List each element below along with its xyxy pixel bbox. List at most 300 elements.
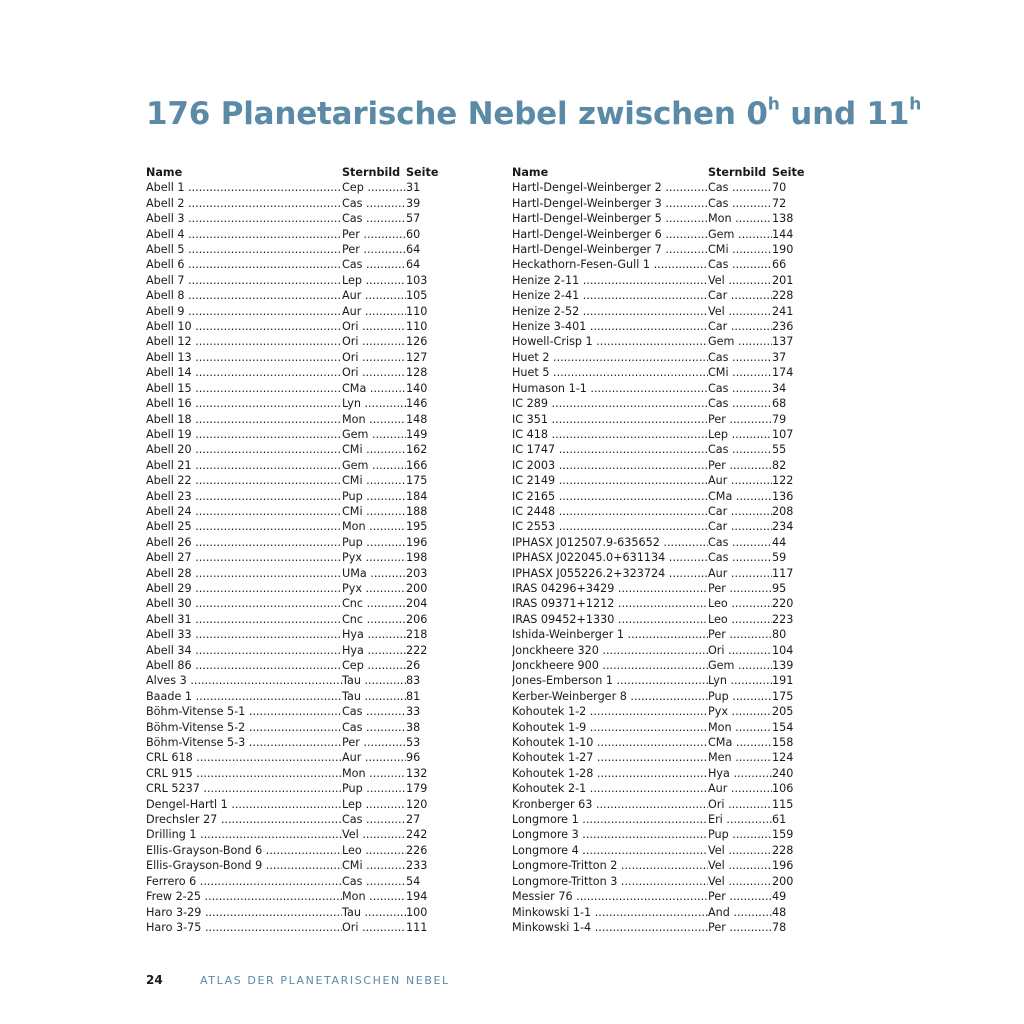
- entry-name: Longmore-Tritton 2 .....: [512, 858, 708, 873]
- entry-constellation: Tau .....: [342, 689, 406, 704]
- entry-constellation: Eri .....: [708, 812, 772, 827]
- entry-constellation: Mon .....: [342, 519, 406, 534]
- entry-constellation: Per .....: [342, 227, 406, 242]
- entry-page: 218: [406, 628, 428, 642]
- entry-page: 144: [772, 227, 794, 241]
- entry-constellation: Car .....: [708, 504, 772, 519]
- entry-constellation: Aur .....: [342, 288, 406, 303]
- entry-page: 196: [406, 535, 428, 549]
- list-item: [512, 427, 802, 442]
- entry-name: CRL 5237 .....: [146, 781, 342, 796]
- list-item: [512, 257, 802, 272]
- entry-constellation: Per .....: [708, 458, 772, 473]
- list-item: [512, 627, 802, 642]
- list-item: [146, 288, 436, 303]
- entry-name: Abell 26 .....: [146, 535, 342, 550]
- entry-page: 78: [772, 920, 787, 934]
- list-item: [146, 257, 436, 272]
- entry-constellation: CMa .....: [342, 381, 406, 396]
- index-column-right: [512, 165, 805, 935]
- list-item: [512, 504, 802, 519]
- entry-name: Ellis-Grayson-Bond 9 .....: [146, 858, 342, 873]
- entry-page: 175: [406, 474, 428, 488]
- entry-name: Abell 4 .....: [146, 227, 342, 242]
- entry-constellation: Car .....: [708, 288, 772, 303]
- entry-name: Abell 12 .....: [146, 334, 342, 349]
- entry-constellation: Gem .....: [708, 334, 772, 349]
- entry-name: Alves 3 .....: [146, 673, 342, 688]
- entry-constellation: Aur .....: [708, 473, 772, 488]
- entry-constellation: Cas .....: [708, 535, 772, 550]
- list-item: [512, 273, 802, 288]
- entry-constellation: UMa .....: [342, 566, 406, 581]
- list-item: [512, 874, 802, 889]
- entry-name: IPHASX J055226.2+323724 .....: [512, 566, 708, 581]
- list-item: [146, 689, 436, 704]
- entry-page: 208: [772, 504, 794, 518]
- list-item: [512, 858, 802, 873]
- entry-constellation: Per .....: [708, 627, 772, 642]
- entry-page: 236: [772, 320, 794, 334]
- entry-page: 66: [772, 258, 787, 272]
- entry-constellation: Vel .....: [342, 827, 406, 842]
- list-item: [146, 704, 436, 719]
- entry-page: 166: [406, 458, 428, 472]
- entry-name: Frew 2-25 .....: [146, 889, 342, 904]
- entry-page: 200: [772, 874, 794, 888]
- entry-page: 31: [406, 181, 421, 195]
- list-item: [512, 643, 802, 658]
- entry-constellation: Vel .....: [708, 858, 772, 873]
- entry-name: Haro 3-75 .....: [146, 920, 342, 935]
- entry-name: Abell 19 .....: [146, 427, 342, 442]
- list-item: [512, 797, 802, 812]
- entry-name: IC 2553 .....: [512, 519, 708, 534]
- list-item: [146, 381, 436, 396]
- entry-constellation: Cas .....: [708, 257, 772, 272]
- entry-constellation: Hya .....: [342, 627, 406, 642]
- entry-page: 100: [406, 905, 428, 919]
- entry-page: 138: [772, 212, 794, 226]
- list-item: [512, 550, 802, 565]
- entry-constellation: Mon .....: [342, 766, 406, 781]
- entry-constellation: Men .....: [708, 750, 772, 765]
- entry-constellation: Pup .....: [708, 827, 772, 842]
- list-item: [512, 396, 802, 411]
- entry-page: 115: [772, 797, 794, 811]
- entry-constellation: Aur .....: [708, 566, 772, 581]
- entry-name: Ishida-Weinberger 1 .....: [512, 627, 708, 642]
- list-item: [512, 843, 802, 858]
- entry-constellation: Pyx .....: [342, 581, 406, 596]
- entry-constellation: CMa .....: [708, 489, 772, 504]
- entry-constellation: Gem .....: [342, 427, 406, 442]
- entry-name: Hartl-Dengel-Weinberger 5 .....: [512, 211, 708, 226]
- list-item: [146, 612, 436, 627]
- entry-page: 196: [772, 859, 794, 873]
- list-item: [512, 827, 802, 842]
- list-item: [512, 319, 802, 334]
- entry-name: Abell 21 .....: [146, 458, 342, 473]
- entry-constellation: Pyx .....: [342, 550, 406, 565]
- column-header: [512, 165, 805, 180]
- entry-name: IC 418 .....: [512, 427, 708, 442]
- entry-constellation: Cas .....: [708, 396, 772, 411]
- list-item: [146, 473, 436, 488]
- index-list-right: [512, 180, 802, 935]
- entry-constellation: Leo .....: [708, 612, 772, 627]
- entry-constellation: Cnc .....: [342, 612, 406, 627]
- list-item: [512, 612, 802, 627]
- entry-page: 34: [772, 381, 787, 395]
- list-item: [512, 211, 802, 226]
- entry-constellation: Cas .....: [708, 180, 772, 195]
- list-item: [146, 643, 436, 658]
- header-constellation: Sternbild: [342, 166, 401, 179]
- list-item: [512, 704, 802, 719]
- list-item: [146, 196, 436, 211]
- entry-constellation: Cas .....: [708, 196, 772, 211]
- header-page: Seite: [772, 166, 805, 179]
- list-item: [146, 858, 436, 873]
- entry-page: 174: [772, 366, 794, 380]
- entry-name: Drilling 1 .....: [146, 827, 342, 842]
- entry-name: Ellis-Grayson-Bond 6 .....: [146, 843, 342, 858]
- entry-page: 201: [772, 273, 794, 287]
- list-item: [512, 304, 802, 319]
- entry-page: 128: [406, 366, 428, 380]
- entry-constellation: Mon .....: [708, 211, 772, 226]
- entry-page: 96: [406, 751, 421, 765]
- entry-name: Kohoutek 1-10 .....: [512, 735, 708, 750]
- list-item: [146, 334, 436, 349]
- entry-page: 205: [772, 705, 794, 719]
- entry-constellation: Leo .....: [342, 843, 406, 858]
- list-item: [146, 781, 436, 796]
- entry-page: 200: [406, 581, 428, 595]
- header-name: Name: [146, 166, 183, 179]
- entry-constellation: Gem .....: [342, 458, 406, 473]
- list-item: [512, 566, 802, 581]
- entry-constellation: Hya .....: [342, 643, 406, 658]
- entry-name: Haro 3-29 .....: [146, 905, 342, 920]
- list-item: [512, 889, 802, 904]
- entry-constellation: Ori .....: [342, 334, 406, 349]
- entry-page: 226: [406, 843, 428, 857]
- entry-constellation: Per .....: [708, 889, 772, 904]
- entry-page: 83: [406, 674, 421, 688]
- entry-constellation: Cas .....: [708, 550, 772, 565]
- entry-page: 120: [406, 797, 428, 811]
- entry-name: Henize 2-41 .....: [512, 288, 708, 303]
- entry-name: Abell 1 .....: [146, 180, 342, 195]
- entry-page: 60: [406, 227, 421, 241]
- entry-name: Longmore 3 .....: [512, 827, 708, 842]
- entry-name: IC 2149 .....: [512, 473, 708, 488]
- entry-constellation: Cas .....: [708, 381, 772, 396]
- entry-name: Abell 29 .....: [146, 581, 342, 596]
- entry-name: Abell 2 .....: [146, 196, 342, 211]
- entry-page: 48: [772, 905, 787, 919]
- entry-constellation: Mon .....: [342, 889, 406, 904]
- entry-constellation: CMi .....: [708, 365, 772, 380]
- entry-name: Minkowski 1-4 .....: [512, 920, 708, 935]
- entry-page: 104: [772, 643, 794, 657]
- page-footer: [146, 973, 450, 987]
- list-item: [512, 581, 802, 596]
- entry-name: Abell 13 .....: [146, 350, 342, 365]
- entry-name: Longmore-Tritton 3 .....: [512, 874, 708, 889]
- entry-page: 103: [406, 273, 428, 287]
- entry-page: 179: [406, 782, 428, 796]
- entry-name: Abell 30 .....: [146, 596, 342, 611]
- list-item: [512, 227, 802, 242]
- list-item: [512, 905, 802, 920]
- list-item: [512, 658, 802, 673]
- entry-name: Abell 9 .....: [146, 304, 342, 319]
- entry-constellation: Pup .....: [342, 489, 406, 504]
- entry-page: 72: [772, 196, 787, 210]
- entry-constellation: Vel .....: [708, 874, 772, 889]
- title-superscript-2: h: [909, 94, 922, 115]
- entry-name: Jonckheere 320 .....: [512, 643, 708, 658]
- entry-page: 132: [406, 766, 428, 780]
- entry-name: Baade 1 .....: [146, 689, 342, 704]
- list-item: [146, 797, 436, 812]
- entry-name: IC 1747 .....: [512, 442, 708, 457]
- entry-constellation: Ori .....: [342, 319, 406, 334]
- list-item: [512, 781, 802, 796]
- entry-page: 81: [406, 689, 421, 703]
- entry-page: 110: [406, 320, 428, 334]
- entry-constellation: Pup .....: [342, 535, 406, 550]
- entry-name: Abell 3 .....: [146, 211, 342, 226]
- entry-page: 111: [406, 920, 428, 934]
- list-item: [146, 905, 436, 920]
- entry-name: Hartl-Dengel-Weinberger 6 .....: [512, 227, 708, 242]
- entry-page: 49: [772, 890, 787, 904]
- entry-page: 70: [772, 181, 787, 195]
- entry-name: Howell-Crisp 1 .....: [512, 334, 708, 349]
- list-item: [512, 365, 802, 380]
- header-name: Name: [512, 166, 549, 179]
- entry-page: 68: [772, 397, 787, 411]
- entry-constellation: Gem .....: [708, 227, 772, 242]
- entry-constellation: Per .....: [708, 581, 772, 596]
- entry-constellation: Aur .....: [342, 304, 406, 319]
- entry-page: 154: [772, 720, 794, 734]
- running-title: ATLAS DER PLANETARISCHEN NEBEL: [200, 974, 450, 987]
- entry-constellation: Ori .....: [342, 350, 406, 365]
- entry-name: IC 351 .....: [512, 412, 708, 427]
- entry-name: Hartl-Dengel-Weinberger 7 .....: [512, 242, 708, 257]
- entry-page: 242: [406, 828, 428, 842]
- entry-page: 107: [772, 427, 794, 441]
- entry-name: IC 2003 .....: [512, 458, 708, 473]
- list-item: [512, 735, 802, 750]
- index-list-left: [146, 180, 436, 935]
- list-item: [512, 689, 802, 704]
- entry-constellation: Per .....: [708, 412, 772, 427]
- list-item: [146, 566, 436, 581]
- entry-name: Böhm-Vitense 5-1 .....: [146, 704, 342, 719]
- entry-name: Abell 22 .....: [146, 473, 342, 488]
- entry-constellation: Hya .....: [708, 766, 772, 781]
- entry-page: 188: [406, 504, 428, 518]
- entry-constellation: Lep .....: [342, 797, 406, 812]
- page-number: 24: [146, 973, 163, 987]
- list-item: [146, 242, 436, 257]
- list-item: [512, 489, 802, 504]
- list-item: [146, 843, 436, 858]
- entry-page: 204: [406, 597, 428, 611]
- list-item: [146, 750, 436, 765]
- list-item: [146, 519, 436, 534]
- list-item: [146, 766, 436, 781]
- entry-constellation: Vel .....: [708, 304, 772, 319]
- entry-name: Henize 3-401 .....: [512, 319, 708, 334]
- entry-name: IPHASX J022045.0+631134 .....: [512, 550, 708, 565]
- entry-constellation: Per .....: [342, 242, 406, 257]
- index-column-left: [146, 165, 439, 935]
- entry-name: Kohoutek 1-2 .....: [512, 704, 708, 719]
- entry-name: Kronberger 63 .....: [512, 797, 708, 812]
- entry-page: 55: [772, 443, 787, 457]
- entry-constellation: Aur .....: [342, 750, 406, 765]
- list-item: [146, 412, 436, 427]
- entry-constellation: CMa .....: [708, 735, 772, 750]
- entry-name: Longmore 1 .....: [512, 812, 708, 827]
- entry-name: Longmore 4 .....: [512, 843, 708, 858]
- entry-page: 106: [772, 782, 794, 796]
- entry-page: 146: [406, 397, 428, 411]
- entry-name: Abell 16 .....: [146, 396, 342, 411]
- list-item: [146, 504, 436, 519]
- entry-name: Messier 76 .....: [512, 889, 708, 904]
- entry-page: 195: [406, 520, 428, 534]
- list-item: [512, 596, 802, 611]
- entry-page: 110: [406, 304, 428, 318]
- entry-name: Abell 15 .....: [146, 381, 342, 396]
- list-item: [512, 412, 802, 427]
- entry-constellation: Cas .....: [342, 196, 406, 211]
- entry-name: Abell 6 .....: [146, 257, 342, 272]
- entry-page: 95: [772, 581, 787, 595]
- entry-constellation: Car .....: [708, 319, 772, 334]
- list-item: [146, 442, 436, 457]
- entry-constellation: Gem .....: [708, 658, 772, 673]
- entry-constellation: Pyx .....: [708, 704, 772, 719]
- entry-constellation: Cas .....: [342, 211, 406, 226]
- entry-name: IC 289 .....: [512, 396, 708, 411]
- list-item: [512, 473, 802, 488]
- entry-name: Abell 7 .....: [146, 273, 342, 288]
- title-superscript-1: h: [767, 94, 780, 115]
- entry-name: Humason 1-1 .....: [512, 381, 708, 396]
- entry-name: Kohoutek 1-28 .....: [512, 766, 708, 781]
- entry-page: 59: [772, 551, 787, 565]
- entry-name: IPHASX J012507.9-635652 .....: [512, 535, 708, 550]
- entry-constellation: Tau .....: [342, 673, 406, 688]
- entry-name: Abell 27 .....: [146, 550, 342, 565]
- list-item: [146, 227, 436, 242]
- list-item: [512, 381, 802, 396]
- entry-page: 37: [772, 350, 787, 364]
- entry-constellation: Cnc .....: [342, 596, 406, 611]
- list-item: [146, 827, 436, 842]
- list-item: [512, 350, 802, 365]
- entry-page: 54: [406, 874, 421, 888]
- entry-constellation: CMi .....: [342, 858, 406, 873]
- list-item: [512, 720, 802, 735]
- entry-name: IRAS 09452+1330 .....: [512, 612, 708, 627]
- entry-constellation: Lep .....: [708, 427, 772, 442]
- entry-page: 149: [406, 427, 428, 441]
- entry-name: Ferrero 6 .....: [146, 874, 342, 889]
- entry-page: 117: [772, 566, 794, 580]
- entry-page: 80: [772, 628, 787, 642]
- entry-constellation: Ori .....: [708, 643, 772, 658]
- entry-page: 53: [406, 736, 421, 750]
- entry-constellation: CMi .....: [342, 442, 406, 457]
- entry-page: 223: [772, 612, 794, 626]
- entry-constellation: Lyn .....: [342, 396, 406, 411]
- entry-constellation: Cas .....: [708, 442, 772, 457]
- entry-constellation: Lyn .....: [708, 673, 772, 688]
- list-item: [146, 581, 436, 596]
- entry-name: Abell 33 .....: [146, 627, 342, 642]
- list-item: [512, 180, 802, 195]
- entry-name: Dengel-Hartl 1 .....: [146, 797, 342, 812]
- list-item: [512, 750, 802, 765]
- entry-name: Kohoutek 1-27 .....: [512, 750, 708, 765]
- entry-name: Minkowski 1-1 .....: [512, 905, 708, 920]
- entry-name: Huet 5 .....: [512, 365, 708, 380]
- list-item: [512, 812, 802, 827]
- entry-constellation: Pup .....: [342, 781, 406, 796]
- entry-name: Abell 34 .....: [146, 643, 342, 658]
- list-item: [512, 766, 802, 781]
- entry-constellation: And .....: [708, 905, 772, 920]
- entry-constellation: Mon .....: [708, 720, 772, 735]
- entry-name: Abell 23 .....: [146, 489, 342, 504]
- entry-constellation: Mon .....: [342, 412, 406, 427]
- list-item: [146, 458, 436, 473]
- header-page: Seite: [406, 166, 439, 179]
- entry-constellation: Cas .....: [342, 704, 406, 719]
- list-item: [512, 673, 802, 688]
- entry-page: 38: [406, 720, 421, 734]
- entry-name: Henize 2-11 .....: [512, 273, 708, 288]
- entry-page: 206: [406, 612, 428, 626]
- entry-name: Abell 18 .....: [146, 412, 342, 427]
- list-item: [146, 211, 436, 226]
- entry-page: 122: [772, 474, 794, 488]
- entry-name: Abell 10 .....: [146, 319, 342, 334]
- list-item: [146, 350, 436, 365]
- list-item: [146, 550, 436, 565]
- entry-constellation: Vel .....: [708, 843, 772, 858]
- entry-constellation: Ori .....: [342, 365, 406, 380]
- list-item: [146, 720, 436, 735]
- entry-name: Abell 20 .....: [146, 442, 342, 457]
- entry-page: 191: [772, 674, 794, 688]
- entry-name: Abell 14 .....: [146, 365, 342, 380]
- list-item: [146, 673, 436, 688]
- entry-name: Henize 2-52 .....: [512, 304, 708, 319]
- entry-constellation: Pup .....: [708, 689, 772, 704]
- entry-page: 27: [406, 813, 421, 827]
